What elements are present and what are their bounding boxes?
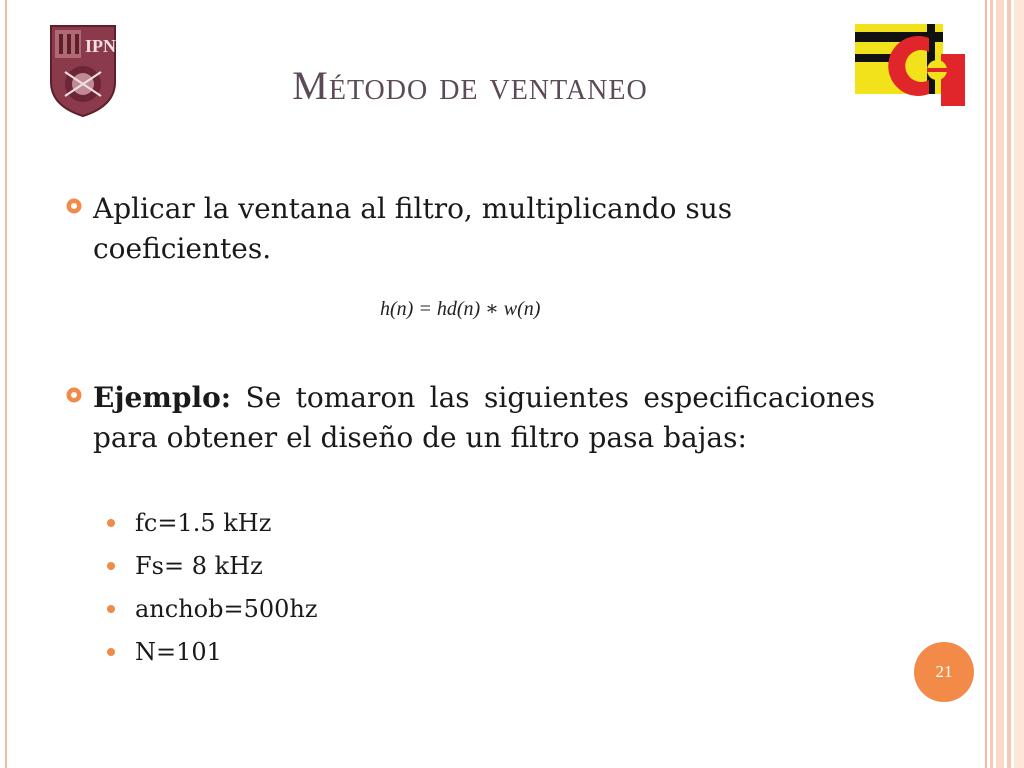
example-label: Ejemplo: [93, 381, 232, 414]
page-number-badge: 21 [914, 642, 974, 702]
slide-title: Método de ventaneo [292, 63, 648, 108]
sub-bullet-item [107, 551, 263, 581]
decorative-stripe [990, 0, 993, 768]
sub-bullet-text: fc=1.5 kHz [135, 509, 272, 537]
formula: h(n) = hd(n) ∗ w(n) [380, 298, 541, 320]
bullet-item [65, 378, 875, 458]
bullet-dot-icon [107, 519, 115, 527]
sub-bullet-text: Fs= 8 kHz [135, 552, 263, 580]
ipn-logo-text: IPN [85, 36, 116, 56]
bullet-dot-icon [107, 562, 115, 570]
bullet-item [65, 189, 875, 269]
bullet-dot-icon [107, 648, 115, 656]
bullet-ring-icon [65, 197, 83, 215]
decorative-stripe [996, 0, 1004, 768]
sub-bullet-item [107, 508, 271, 538]
sub-bullet-item [107, 637, 222, 667]
sub-bullet-text: anchob=500hz [135, 595, 318, 623]
bullet-ring-icon [65, 386, 83, 404]
sub-bullet-text: N=101 [135, 638, 222, 666]
bullet-text: Aplicar la ventana al filtro, multiplicando sus coeficientes. [93, 192, 733, 265]
sub-bullet-item [107, 594, 318, 624]
decorative-stripe [1007, 0, 1011, 768]
bullet-text: Se tomaron las siguientes especificaciones para obtener el diseño de un filtro pasa bajas: [93, 381, 875, 454]
bullet-dot-icon [107, 605, 115, 613]
decorative-stripe [1014, 0, 1024, 768]
